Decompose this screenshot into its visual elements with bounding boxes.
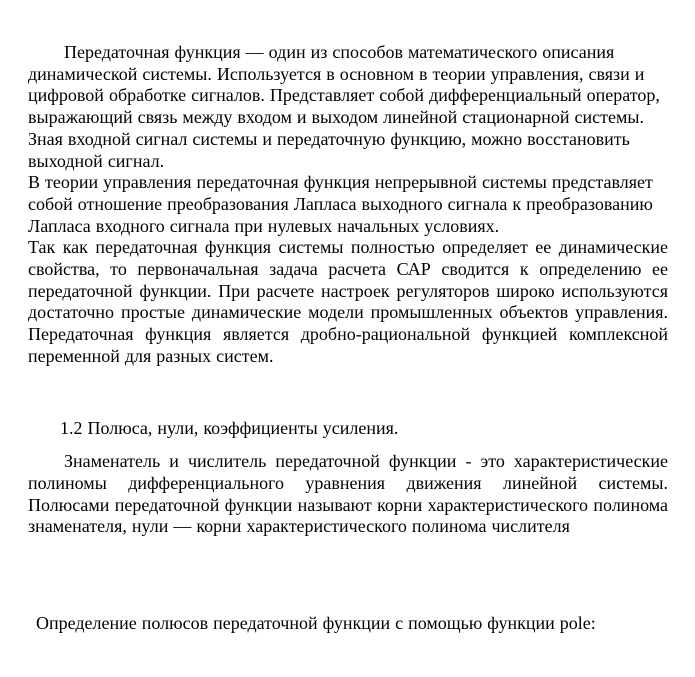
section-heading-1-2: 1.2 Полюса, нули, коэффициенты усиления. — [60, 417, 399, 438]
paragraph-sar-models: Так как передаточная функция системы полностью определяет ее динамические свойства, то первоначальная задача расчета САР сводится к определению ее передаточной функции. При расчете настроек регуляторов широко используются достаточно простые динамические модели промышленных объектов управления. Передаточная функция является дробно-рациональной функцией комплексной переменной для разных систем. — [28, 237, 668, 366]
paragraph-transfer-function-intro: Передаточная функция — один из способов математического описания динамической системы. Используется в основном в теории управления, связи и цифровой обработке сигналов. Представляет собой дифференциальный оператор, выражающий связь между входом и выходом линейной стационарной системы. Зная входной сигнал системы и передаточную функцию, можно восстановить выходной сигнал. — [28, 42, 660, 171]
paragraph-poles-zeros-definition: Знаменатель и числитель передаточной функции - это характеристические полиномы дифференциального уравнения движения линейной системы. Полюсами передаточной функции называют корни характеристического полинома знаменателя, нули — корни характеристического полинома числителя — [28, 451, 668, 537]
paragraph-laplace-definition: В теории управления передаточная функция непрерывной системы представляет собой отношение преобразования Лапласа выходного сигнала к преобразованию Лапласа входного сигнала при нулевых начальных условиях. — [28, 172, 653, 236]
paragraph-pole-function-caption: Определение полюсов передаточной функции с помощью функции pole: — [36, 613, 596, 634]
